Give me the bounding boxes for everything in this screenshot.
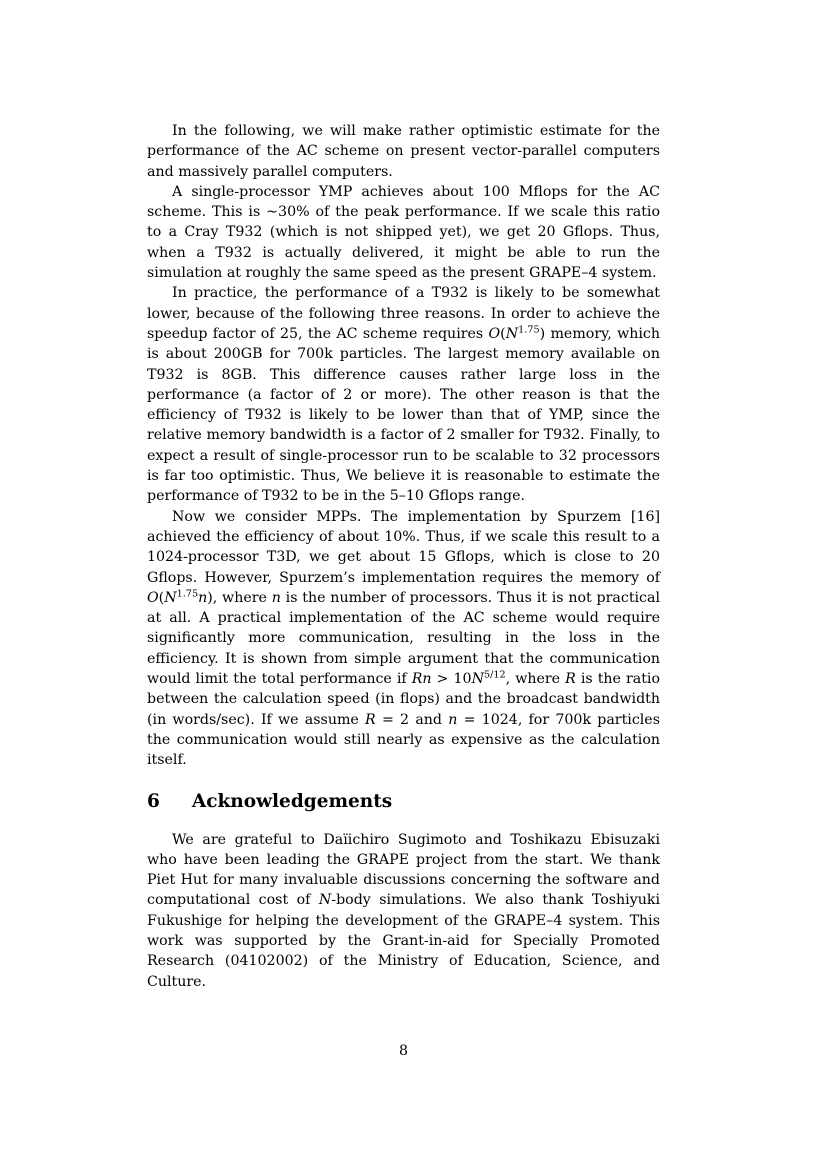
section-title: Acknowledgements bbox=[191, 790, 393, 812]
paragraph-optimistic-estimate-intro: In the following, we will make rather optimistic estimate for the performance of the AC scheme on present vector-parallel computers and massively parallel computers. bbox=[147, 123, 660, 180]
paragraph-mpp-consideration: Now we consider MPPs. The implementation by Spurzem [16] achieved the efficiency of about 10%. Thus, if we scale this result to a 1024-processor T3D, we get about 15 Gflops, which is close to 20 Gflops. However, Spurzem’s implementation requires the memory of $O(N^{1.75}n)$, where n is the number of processors. Thus it is not practical at all. A practical implementation of the AC scheme would require significantly more communication, resulting in the loss in the efficiency. It is shown from simple argument that the communication would limit the total performance if $Rn > 10N^{5/12}$, where R is the ratio between the calculation speed (in flops) and the broadcast bandwidth (in words/sec). If we assume R = 2 and n = 1024, for 700k particles the communication would still nearly as expensive as the calculation itself. bbox=[147, 508, 661, 769]
page-footer bbox=[147, 1041, 660, 1061]
page-body bbox=[147, 121, 660, 992]
paragraph-acknowledgements-text: We are grateful to Daïichiro Sugimoto and Toshikazu Ebisuzaki who have been leading the GRAPE project from the start. We thank Piet Hut for many invaluable discussions concerning the software and computational cost of N-body simulations. We also thank Toshiyuki Fukushige for helping the development of the GRAPE–4 system. This work was supported by the Grant-in-aid for Specially Promoted Research (04102002) of the Ministry of Education, Science, and Culture. bbox=[147, 831, 660, 990]
section-number: 6 bbox=[147, 790, 160, 812]
section-heading bbox=[147, 790, 660, 814]
page-number: 8 bbox=[398, 1043, 409, 1059]
paragraph-ymp-t932-estimate: A single-processor YMP achieves about 100 Mflops for the AC scheme. This is ∼30% of the peak performance. If we scale this ratio to a Cray T932 (which is not shipped yet), we get 20 Gflops. Thus, when a T932 is actually delivered, it might be able to run the simulation at roughly the same speed as the present GRAPE–4 system. bbox=[147, 183, 660, 282]
paragraph-t932-performance-caveats: In practice, the performance of a T932 is likely to be somewhat lower, because of the following three reasons. In order to achieve the speedup factor of 25, the AC scheme requires $O(N^{1.75})$ memory, which is about 200GB for 700k particles. The largest memory available on T932 is 8GB. This difference causes rather large loss in the performance (a factor of 2 or more). The other reason is that the efficiency of T932 is likely to be lower than that of YMP, since the relative memory bandwidth is a factor of 2 smaller for T932. Finally, to expect a result of single-processor run to be scalable to 32 processors is far too optimistic. Thus, We believe it is reasonable to estimate the performance of T932 to be in the 5–10 Gflops range. bbox=[147, 285, 660, 505]
